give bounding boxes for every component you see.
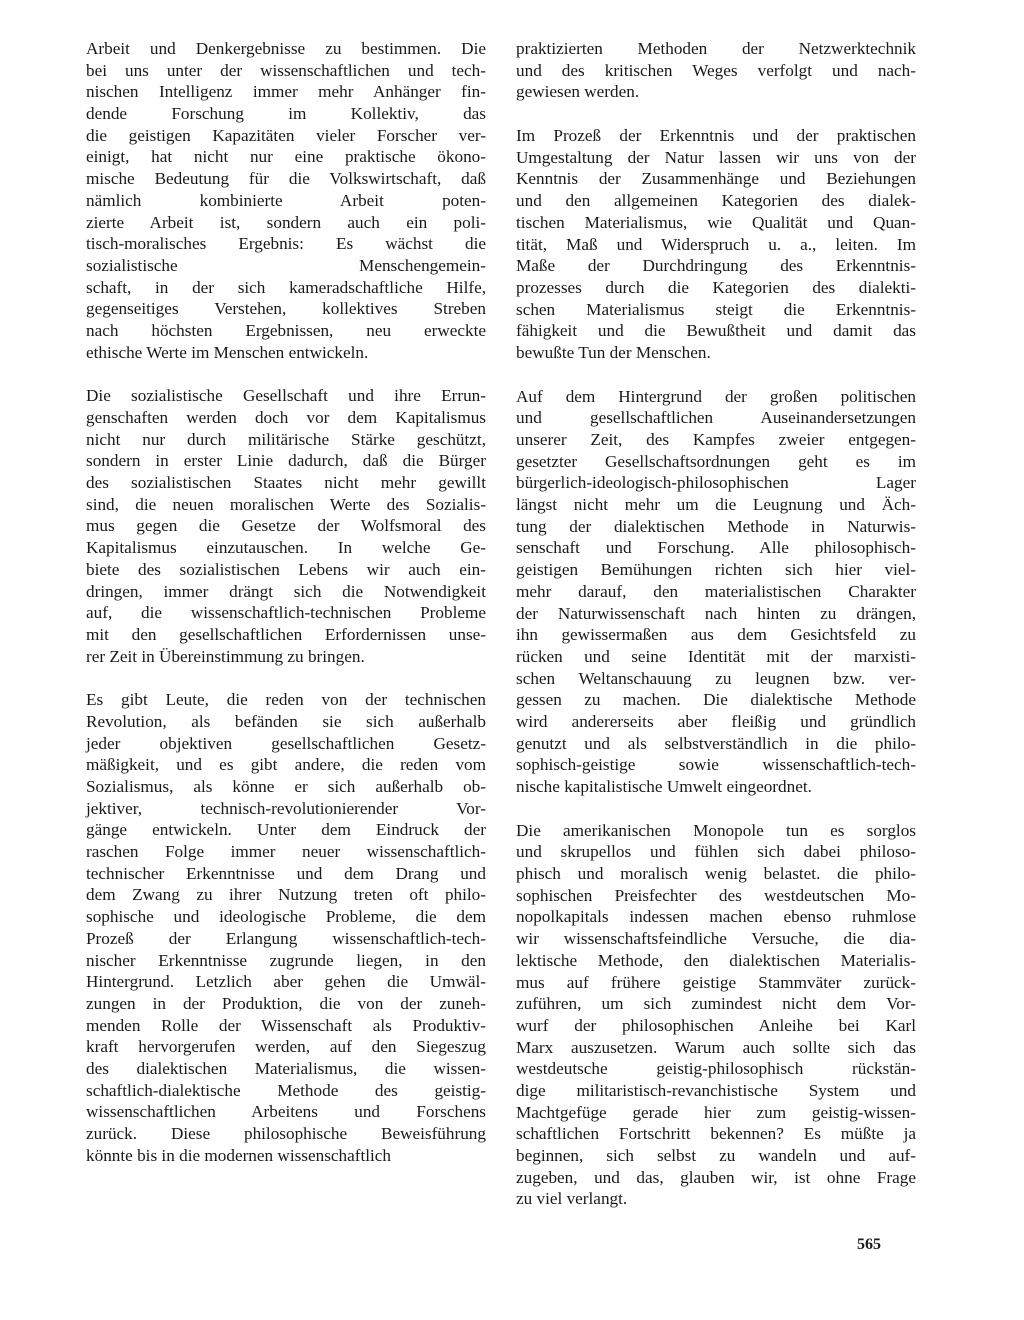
text-line: zu viel verlangt.: [516, 1189, 628, 1209]
text-line: zugeben, und das, glauben wir, ist ohne Frage: [516, 1167, 916, 1187]
text-line: jeder objektiven gesellschaftlichen Gesetz-: [86, 733, 486, 753]
text-line: längst nicht mehr um die Leugnung und Äch-: [516, 495, 916, 515]
text-line: Revolution, als befänden sie sich außerhalb: [86, 711, 486, 731]
text-line: zierte Arbeit ist, sondern auch ein poli-: [86, 212, 486, 232]
text-line: nischen Intelligenz immer mehr Anhänger fin-: [86, 82, 486, 102]
text-line: und des kritischen Weges verfolgt und nach-: [516, 60, 916, 80]
text-line: Marx auszusetzen. Warum auch sollte sich das: [516, 1037, 916, 1057]
text-line: dige militaristisch-revanchistische System und: [516, 1080, 916, 1100]
text-line: die geistigen Kapazitäten vieler Forscher ver-: [86, 125, 486, 145]
text-line: nicht nur durch militärische Stärke geschützt,: [86, 429, 486, 449]
paragraph-right-2: [516, 125, 916, 364]
text-line: mehr darauf, den materialistischen Charakter: [516, 581, 916, 601]
text-line: dringen, immer drängt sich die Notwendigkeit: [86, 581, 486, 601]
text-line: Umgestaltung der Natur lassen wir uns von der: [516, 147, 916, 167]
text-line: zuführen, um sich zumindest nicht dem Vor-: [516, 994, 916, 1014]
paragraph-left-2: [86, 385, 486, 667]
text-line: sind, die neuen moralischen Werte des Sozialis-: [86, 494, 486, 514]
text-line: dende Forschung im Kollektiv, das: [86, 104, 486, 124]
text-line: menden Rolle der Wissenschaft als Produktiv-: [86, 1015, 486, 1035]
text-line: wir wissenschaftsfeindliche Versuche, die dia-: [516, 929, 916, 949]
text-line: und gesellschaftlichen Auseinandersetzungen: [516, 408, 916, 428]
left-column: [86, 38, 486, 1166]
text-line: nischer Erkenntnisse zugrunde liegen, in den: [86, 950, 486, 970]
text-line: ihn gewissermaßen aus dem Gesichtsfeld zu: [516, 625, 916, 645]
text-line: westdeutsche geistig-philosophisch rückstän-: [516, 1059, 916, 1079]
text-line: Die sozialistische Gesellschaft und ihre Errun-: [86, 386, 486, 406]
text-line: des sozialistischen Staates nicht mehr gewillt: [86, 473, 486, 493]
text-line: genschaften werden doch vor dem Kapitalismus: [86, 408, 486, 427]
text-line: bürgerlich-ideologisch-philosophischen Lager: [516, 473, 916, 493]
text-line: raschen Folge immer neuer wissenschaftlich-: [86, 842, 486, 862]
text-line: gesetzter Gesellschaftsordnungen geht es im: [516, 451, 916, 471]
text-line: zungen in der Produktion, die von der zuneh-: [86, 993, 486, 1013]
paragraph-gap: [516, 364, 916, 386]
text-line: und den allgemeinen Kategorien des dialek-: [516, 191, 916, 211]
paragraph-left-1: [86, 38, 486, 363]
text-line: mische Bedeutung für die Volkswirtschaft, daß: [86, 169, 486, 189]
text-line: biete des sozialistischen Lebens wir auch ein-: [86, 559, 486, 579]
text-line: zurück. Diese philosophische Beweisführung: [86, 1124, 486, 1143]
paragraph-gap: [86, 667, 486, 689]
text-line: Prozeß der Erlangung wissenschaftlich-tech-: [86, 928, 486, 948]
text-line: sophischen Preisfechter des westdeutschen Mo-: [516, 885, 916, 905]
text-line: praktizierten Methoden der Netzwerktechnik: [516, 39, 916, 58]
text-line: unserer Zeit, des Kampfes zweier entgegen-: [516, 430, 916, 449]
text-line: kraft hervorgerufen werden, auf den Siegeszug: [86, 1037, 486, 1057]
text-line: gewiesen werden.: [516, 82, 640, 102]
text-line: rer Zeit in Übereinstimmung zu bringen.: [86, 646, 365, 666]
text-line: nische kapitalistische Umwelt eingeordnet.: [516, 777, 812, 796]
text-line: Auf dem Hintergrund der großen politischen: [516, 386, 916, 406]
text-line: nämlich kombinierte Arbeit poten-: [86, 190, 486, 210]
text-line: mus gegen die Gesetze der Wolfsmoral des: [86, 516, 486, 536]
text-line: jektiver, technisch-revolutionierender Vor-: [86, 798, 486, 818]
text-line: des dialektischen Materialismus, die wissen-: [86, 1058, 486, 1078]
text-line: Arbeit und Denkergebnisse zu bestimmen. Die: [86, 39, 486, 58]
text-line: gänge entwickeln. Unter dem Eindruck der: [86, 820, 486, 840]
text-line: sophisch-geistige sowie wissenschaftlich-tech-: [516, 755, 916, 775]
text-line: schaftlichen Fortschritt bekennen? Es müßte ja: [516, 1124, 916, 1144]
text-line: bewußte Tun der Menschen.: [516, 342, 711, 362]
text-line: genutzt und als selbstverständlich in die philo-: [516, 733, 916, 753]
text-line: könnte bis in die modernen wissenschaftlich: [86, 1145, 392, 1165]
paragraph-right-1: [516, 38, 916, 103]
text-line: ethische Werte im Menschen entwickeln.: [86, 342, 369, 362]
text-line: schen Weltanschauung zu leugnen bzw. ver-: [516, 668, 916, 688]
text-line: phisch und moralisch wenig belastet. die philo-: [516, 864, 916, 884]
text-line: sondern in erster Linie dadurch, daß die Bürger: [86, 451, 486, 471]
right-column: [516, 38, 916, 1210]
text-line: fähigkeit und die Bewußtheit und damit das: [516, 321, 916, 341]
text-line: nach höchsten Ergebnissen, neu erweckte: [86, 320, 486, 340]
text-line: auf, die wissenschaftlich-technischen Probleme: [86, 603, 486, 623]
text-line: lektische Methode, den dialektischen Materialis-: [516, 950, 916, 970]
text-line: Es gibt Leute, die reden von der technischen: [86, 690, 486, 710]
text-line: Hintergrund. Letzlich aber gehen die Umwäl-: [86, 972, 486, 992]
text-line: sozialistische Menschengemein-: [86, 255, 486, 275]
text-line: sophische und ideologische Probleme, die dem: [86, 907, 486, 927]
text-line: gessen zu machen. Die dialektische Methode: [516, 690, 916, 710]
text-line: Kapitalismus einzutauschen. In welche Ge-: [86, 538, 486, 558]
text-line: wissenschaftlichen Arbeitens und Forschens: [86, 1102, 486, 1122]
text-line: schaft, in der sich kameradschaftliche Hilfe,: [86, 277, 486, 297]
text-line: und skrupellos und fühlen sich dabei philoso-: [516, 842, 916, 862]
text-line: wird andererseits aber fleißig und gründlich: [516, 711, 916, 731]
text-line: mit den gesellschaftlichen Erfordernissen unse-: [86, 624, 486, 644]
text-line: mäßigkeit, und es gibt andere, die reden vom: [86, 755, 486, 775]
text-line: der Naturwissenschaft nach hinten zu drängen,: [516, 603, 916, 623]
text-line: rücken und seine Identität mit der marxisti-: [516, 646, 916, 666]
paragraph-gap: [516, 103, 916, 125]
text-line: Maße der Durchdringung des Erkenntnis-: [516, 256, 916, 276]
paragraph-right-3: [516, 386, 916, 798]
text-line: schaftlich-dialektische Methode des geistig-: [86, 1080, 486, 1100]
paragraph-left-3: [86, 689, 486, 1166]
paragraph-gap: [516, 798, 916, 820]
text-line: wurf der philosophischen Anleihe bei Karl: [516, 1015, 916, 1035]
text-line: Kenntnis der Zusammenhänge und Beziehungen: [516, 169, 916, 189]
text-line: mus auf frühere geistige Stammväter zurück-: [516, 972, 916, 992]
text-line: dem Zwang zu ihrer Nutzung treten oft philo-: [86, 885, 486, 905]
text-line: prozesses durch die Kategorien des dialekti-: [516, 277, 916, 297]
text-line: tisch-moralisches Ergebnis: Es wächst die: [86, 234, 486, 254]
text-line: Die amerikanischen Monopole tun es sorglos: [516, 820, 916, 840]
text-line: Im Prozeß der Erkenntnis und der praktischen: [516, 126, 916, 146]
page-number: 565: [857, 1236, 881, 1253]
paragraph-gap: [86, 363, 486, 385]
text-line: tung der dialektischen Methode in Naturwis-: [516, 516, 916, 536]
text-line: schen Materialismus steigt die Erkenntnis-: [516, 299, 916, 319]
text-line: geistigen Bemühungen richten sich hier viel-: [516, 560, 916, 580]
text-line: Machtgefüge gerade hier zum geistig-wissen-: [516, 1102, 916, 1122]
text-line: tischen Materialismus, wie Qualität und Quan-: [516, 212, 916, 232]
text-line: nopolkapitals indessen machen ebenso ruhmlose: [516, 907, 916, 927]
text-line: beginnen, sich selbst zu wandeln und auf-: [516, 1146, 916, 1165]
text-line: Sozialismus, als könne er sich außerhalb ob-: [86, 777, 486, 796]
paragraph-right-4: [516, 820, 916, 1210]
text-line: senschaft und Forschung. Alle philosophisch-: [516, 538, 916, 558]
text-line: technischer Erkenntnisse und dem Drang und: [86, 863, 486, 883]
text-line: einigt, hat nicht nur eine praktische ökono-: [86, 147, 486, 167]
text-line: gegenseitiges Verstehen, kollektives Streben: [86, 299, 486, 319]
text-line: bei uns unter der wissenschaftlichen und tech-: [86, 60, 486, 80]
text-line: tität, Maß und Widerspruch u. a., leiten. Im: [516, 234, 916, 254]
